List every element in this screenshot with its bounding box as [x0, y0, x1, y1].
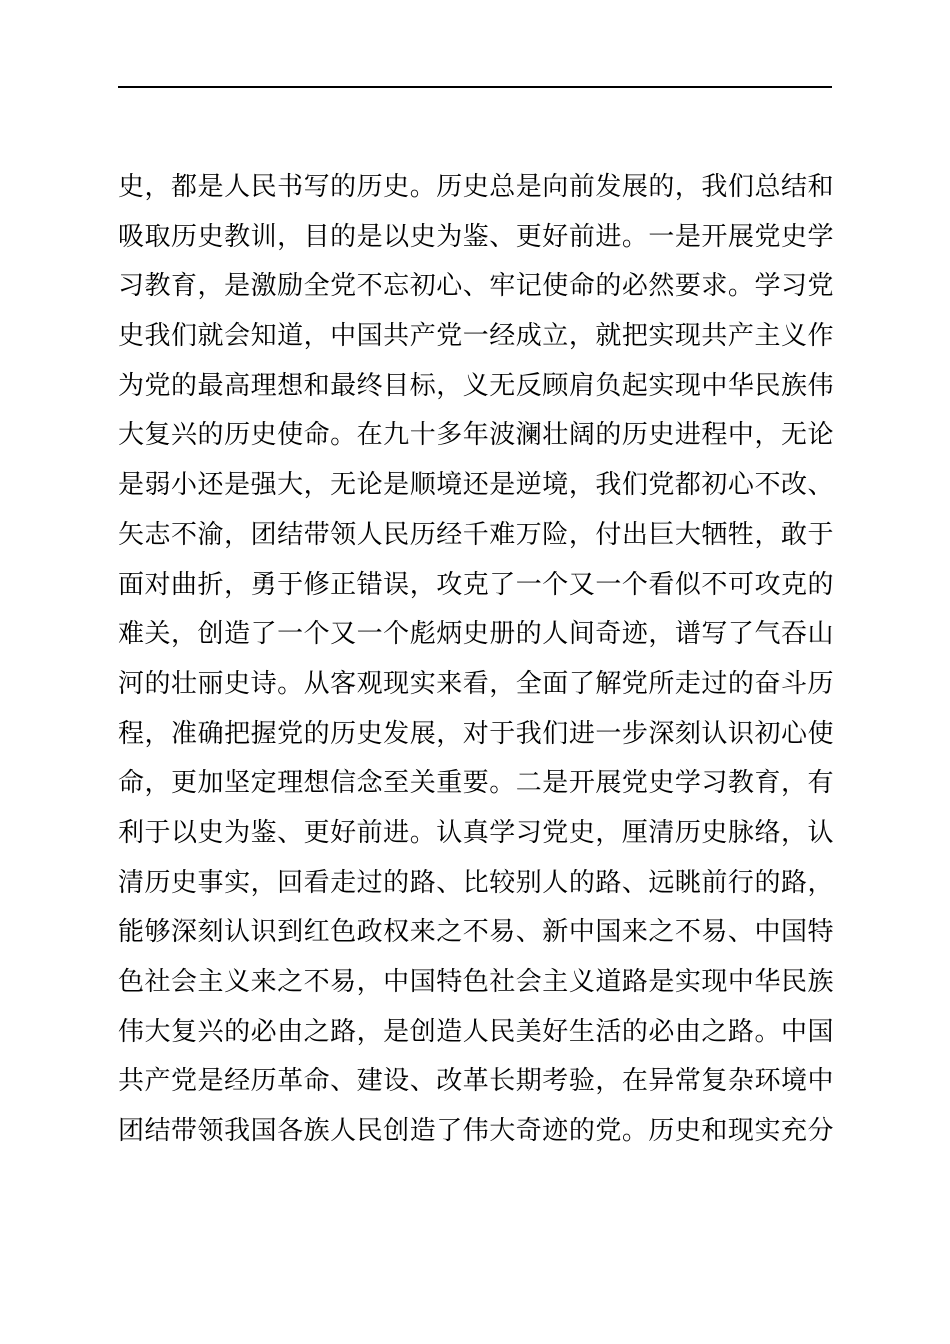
text-line: 能够深刻认识到红色政权来之不易、新中国来之不易、中国特 [118, 917, 834, 948]
text-line: 难关，创造了一个又一个彪炳史册的人间奇迹，谱写了气吞山 [118, 619, 834, 650]
text-line: 习教育，是激励全党不忘初心、牢记使命的必然要求。学习党 [118, 271, 834, 302]
text-line: 色社会主义来之不易，中国特色社会主义道路是实现中华民族 [118, 967, 834, 997]
text-line: 面对曲折，勇于修正错误，攻克了一个又一个看似不可攻克的 [118, 569, 834, 600]
text-line: 清历史事实，回看走过的路、比较别人的路、远眺前行的路， [118, 867, 834, 898]
text-line: 利于以史为鉴、更好前进。认真学习党史，厘清历史脉络，认 [118, 817, 834, 848]
text-line: 共产党是经历革命、建设、改革长期考验，在异常复杂环境中 [118, 1066, 834, 1097]
header-rule [118, 86, 832, 88]
text-line: 团结带领我国各族人民创造了伟大奇迹的党。历史和现实充分 [118, 1116, 834, 1147]
text-line: 河的壮丽史诗。从客观现实来看，全面了解党所走过的奋斗历 [118, 668, 834, 699]
body-paragraph [118, 163, 834, 1157]
text-line: 大复兴的历史使命。在九十多年波澜壮阔的历史进程中，无论 [118, 420, 834, 451]
text-line: 矢志不渝，团结带领人民历经千难万险，付出巨大牺牲，敢于 [118, 519, 834, 550]
text-line: 史，都是人民书写的历史。历史总是向前发展的，我们总结和 [118, 172, 834, 202]
text-line: 程，准确把握党的历史发展，对于我们进一步深刻认识初心使 [118, 718, 834, 749]
text-line: 命，更加坚定理想信念至关重要。二是开展党史学习教育，有 [118, 768, 834, 799]
text-line: 伟大复兴的必由之路，是创造人民美好生活的必由之路。中国 [118, 1016, 834, 1047]
text-line: 是弱小还是强大，无论是顺境还是逆境，我们党都初心不改、 [118, 470, 834, 501]
text-line: 史我们就会知道，中国共产党一经成立，就把实现共产主义作 [118, 321, 834, 352]
text-line: 吸取历史教训，目的是以史为鉴、更好前进。一是开展党史学 [118, 221, 834, 252]
text-line: 为党的最高理想和最终目标，义无反顾肩负起实现中华民族伟 [118, 370, 834, 401]
